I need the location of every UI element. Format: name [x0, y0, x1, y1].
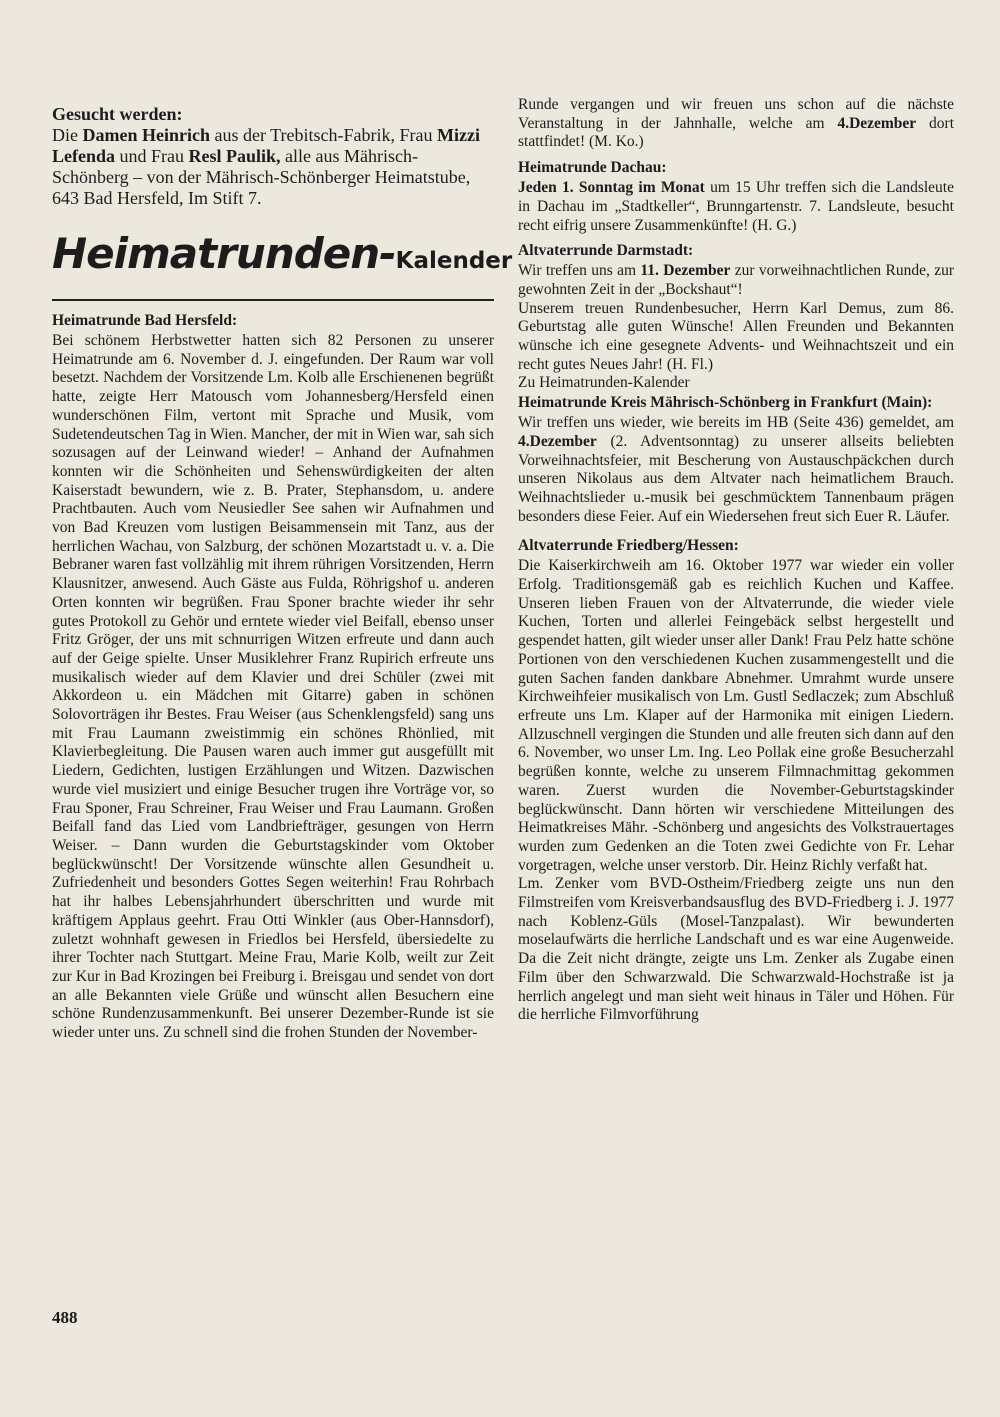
bad-hersfeld-cont-text-1: Runde vergangen und wir freuen uns schon auf die nächste Veranstaltung in der Jahnhalle, welche am: [518, 96, 954, 132]
section-heading-darmstadt: Altvaterrunde Darmstadt:: [518, 242, 694, 260]
section-text-dachau: [518, 179, 954, 235]
frankfurt-text-1: Wir treffen uns wieder, wie bereits im HB (Seite 436) gemeldet, am: [518, 414, 954, 432]
kalender-title: [52, 225, 513, 293]
kalender-title-script: Heimatrunden-: [52, 229, 396, 278]
intro-name-heinrich: Damen Heinrich: [82, 125, 210, 145]
intro-heading: Gesucht werden:: [52, 104, 183, 124]
section-text-friedberg: Die Kaiserkirchweih am 16. Oktober 1977 war wieder ein voller Erfolg. Traditionsgemäß gab es reichlich Kuchen und Kaffee. Unseren lieben Frauen von der Altvaterrunde, die wieder viele Kuchen, Torten und allerlei Feingebäck selbst hergestellt und gespendet hatten, gilt wieder unser aller Dank! Frau Pelz hatte schöne Portionen von den verschiedenen Kuchen zusammengestellt und die guten Sachen fanden dankbare Abnehmer. Umrahmt wurde unsere Kirchweihfeier musikalisch von Lm. Gustl Sedlaczek; zum Abschluß erfreute uns Lm. Klaper auf der Harmonika mit einigen Liedern. Allzuschnell vergingen die Stunden und alle freuten sich dann auf den 6. November, wo unser Lm. Ing. Leo Pollak eine große Besucherzahl begrüßen konnte, welche zu unserem Filmnachmittag gekommen waren. Zuerst wurden die November-Geburtstagskinder beglückwünscht. Dann hörten wir verschiedene Mitteilungen des Heimatkreises Mähr. -Schönberg und angesichts des Volkstrauertages wurden zum Gedenken an die Toten zwei Gedichte von Fr. Lehar vorgetragen, welche unser verstorb. Dir. Heinz Richly verfaßt hat.: [518, 557, 954, 874]
right-column: [518, 96, 954, 1031]
intro-text-3: und Frau: [115, 146, 189, 166]
section-text-bad-hersfeld: Bei schönem Herbstwetter hatten sich 82 Personen zu unserer Heimatrunde am 6. November d. J. eingefunden. Der Raum war voll besetzt. Nachdem der Vorsitzende Lm. Kolb alle Erschienenen begrüßt hatte, zeigte Herr Matousch vom Johannesberg/Hersfeld einen wunderschönen Film, vertont mit Sprache und Musik, vom Sudetendeutschen Tag in Wien. Mancher, der mit in Wien war, sah sich sozusagen auf der Leinwand wieder! – Anhand der Aufnahmen konnten wir die Schönheiten und Sehenswürdigkeiten der alten Kaiserstadt bewundern, wie z. B. Prater, Stephansdom, u. andere Prachtbauten. Auch vom Neusiedler See sahen wir Aufnahmen und von Bad Kreuzen vom lustigen Beisammensein mit Tanz, aus der herrlichen Wachau, von Salzburg, der schönen Mozartstadt u. v. a. Die Bebraner waren fast vollzählig mit ihrem rührigen Vorsitzenden, Herrn Klausnitzer, anwesend. Auch Gäste aus Fulda, Röhrigshof u. anderen Orten konnten wir begrüßen. Frau Sponer brachte wieder ihr sehr gutes Protokoll zu Gehör und erntete wieder viel Beifall, ebenso unser Fritz Gröger, der uns mit schnurrigen Witzen erfreute und dann auch auf der Geige spielte. Unser Musiklehrer Franz Rupirich erfreute uns musikalisch wieder auf dem Klavier und drei Schüler (zwei mit Akkordeon u. ein Mädchen mit Gitarre) gaben in schönen Solovorträgen ihr Bestes. Frau Weiser (aus Schenklengsfeld) sang uns mit Frau Laumann zweistimmig ein schönes Rhönlied, mit Klavierbegleitung. Die Pausen waren auch immer gut ausgefüllt mit Liedern, Gedichten, lustigen Erzählungen und Witzen. Dazwischen wurde viel musiziert und einige Besucher trugen ihre Vorträge vor, so Frau Sponer, Frau Schreiner, Frau Weiser und Frau Laumann. Großen Beifall fand das Lied vom Landbriefträger, gesungen von Herrn Weiser. – Dann wurden die Geburtstagskinder vom Oktober beglückwünscht! Der Vorsitzende wünschte allen Gesundheit u. Zufriedenheit und besonders Gottes Segen weiterhin! Frau Rohrbach hat ihr halbes Lebensjahrhundert überschritten und wurde mit kräftigem Applaus geehrt. Frau Otti Winkler (aus Ober-Hannsdorf), zuletzt wohnhaft gewesen in Friedlos bei Hersfeld, übersiedelte zu ihrer Tochter nach Stuttgart. Meine Frau, Marie Kolb, weilt zur Zeit zur Kur in Bad Krozingen bei Freiburg i. Breisgau und sendet von dort an alle Bekannten viele Grüße und wünscht allen Besuchern eine schöne Rundenzusammenkunft. Bei unserer Dezember-Runde ist sie wieder unter uns. Zu schnell sind die frohen Stunden der November-: [52, 332, 494, 1042]
intro-text-4: alle aus Mährisch-Schönberg – von der Mährisch-Schönberger Heimatstube, 643 Bad Hersfeld, Im Stift 7.: [52, 146, 471, 208]
dachau-date: Jeden 1. Sonntag im Monat: [518, 179, 705, 197]
section-heading-dachau: Heimatrunde Dachau:: [518, 159, 667, 177]
kalender-rule: [52, 299, 494, 301]
left-column: [52, 96, 513, 1043]
section-heading-bad-hersfeld: Heimatrunde Bad Hersfeld:: [52, 312, 238, 329]
intro-paragraph: [52, 125, 494, 209]
kalender-title-plain: Kalender: [395, 248, 513, 274]
section-heading-friedberg: Altvaterrunde Friedberg/Hessen:: [518, 537, 739, 555]
bad-hersfeld-cont-date: 4.Dezember: [837, 114, 917, 132]
frankfurt-text-2: (2. Adventsonntag) zu unserer allseits beliebten Vorweihnachtsfeier, mit Bescherung von Austauschpäckchen durch unseren Nikolaus aus dem Altvater nach heimatlichem Brauch. Weihnachtslieder u.-musik bei geschmücktem Tannenbaum prägen besonders diese Feier. Auf ein Wiedersehen freut sich Euer R. Läufer.: [518, 432, 954, 525]
darmstadt-text-2: zur vorweihnachtlichen Runde, zur gewohnten Zeit in der „Bockshaut“!: [518, 262, 955, 298]
frankfurt-date: 4.Dezember: [518, 432, 597, 450]
intro-name-paulik: Resl Paulik,: [188, 146, 281, 166]
dachau-text: um 15 Uhr treffen sich die Landsleute in Dachau im „Stadtkeller“, Brunngartenstr. 7. Landsleute, besucht recht eifrig unsere Zusammenkünfte! (H. G.): [518, 179, 954, 234]
page-number: 488: [52, 1308, 78, 1327]
bad-hersfeld-cont-text-2: dort stattfindet! (M. Ko.): [518, 114, 955, 151]
section-text-frankfurt: [518, 414, 954, 526]
section-text-darmstadt-2: Unserem treuen Rundenbesucher, Herrn Karl Demus, zum 86. Geburtstag alle guten Wünsche! Allen Freunden und Bekannten wünsche ich eine gesegnete Advents- und Weihnachtszeit und ein recht gutes Neues Jahr! (H. Fl.): [518, 299, 954, 373]
darmstadt-date: 11. Dezember: [640, 262, 731, 280]
section-text-darmstadt-3: Zu Heimatrunden-Kalender: [518, 374, 690, 392]
intro-name-lefenda: Mizzi Lefenda: [52, 125, 480, 166]
intro-text-2: aus der Trebitsch-Fabrik, Frau: [210, 125, 437, 145]
section-text-bad-hersfeld-cont: [518, 96, 954, 152]
intro-text-1: Die: [52, 125, 83, 145]
section-heading-frankfurt: Heimatrunde Kreis Mährisch-Schönberg in Frankfurt (Main):: [518, 394, 933, 412]
section-text-darmstadt: [518, 262, 954, 299]
section-text-friedberg-2: Lm. Zenker vom BVD-Ostheim/Friedberg zeigte uns nun den Filmstreifen vom Kreisverbandsausflug des BVD-Friedberg i. J. 1977 nach Koblenz-Güls (Mosel-Tanzpalast). Wir bewunderten moselaufwärts die herrliche Landschaft und es war eine Augenweide. Da die Zeit nicht drängte, zeigte uns Lm. Zenker als Zugabe einen Film über den Schwarzwald. Die Schwarzwald-Hochstraße ist ja herrlich angelegt und man sieht weit hinaus in Täler und Höhen. Für die herrliche Filmvorführung: [518, 875, 954, 1024]
darmstadt-text-1: Wir treffen uns am: [518, 262, 641, 280]
